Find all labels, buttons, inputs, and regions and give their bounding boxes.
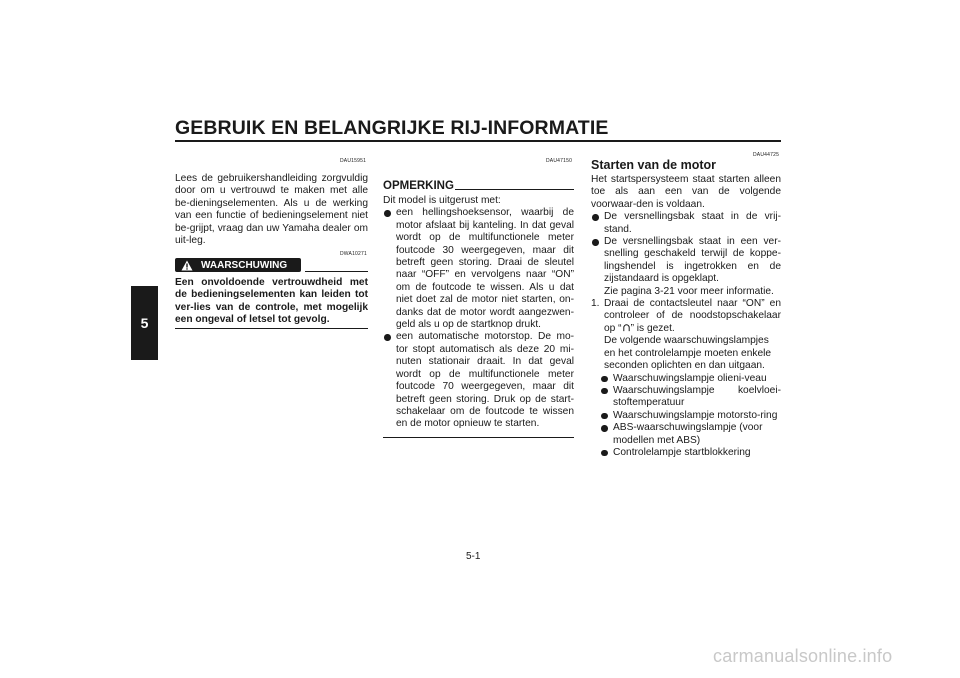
chapter-tab: 5	[131, 286, 158, 360]
bullet-dot-icon	[601, 425, 608, 432]
note-heading-rule	[455, 189, 574, 190]
page-title: GEBRUIK EN BELANGRIJKE RIJ-INFORMATIE	[175, 117, 609, 139]
bullet-dot-icon	[601, 450, 608, 457]
page-number: 5-1	[466, 551, 481, 562]
condition-bullet	[591, 236, 781, 298]
step-text: Draai de contactsleutel naar “ON” en controleer of de noodstopschakelaar op “	[604, 298, 781, 334]
start-section-body	[591, 174, 781, 459]
condition-text: De versnellingsbak staat in een ver-snelling geschakeld terwijl de koppe-lingshendel is ingetrokken en de zijstandaard is opgeklapt.	[604, 236, 781, 285]
start-intro: Het startspersysteem staat starten alleen toe als aan een van de volgende voorwaar-den is voldaan.	[591, 174, 781, 210]
watermark[interactable]: carmanualsonline.info	[713, 646, 893, 666]
note-bullet-text: een automatische motorstop. De mo-tor stopt automatisch als deze 20 mi-nuten stationair draait. In dat geval wordt op de multifunctionele meter foutcode 70 weergegeven, maar dit betreft geen storing. Druk op de start-schakelaar om de foutcode te wissen en de motor opnieuw te starten.	[396, 331, 574, 430]
bullet-dot-icon	[384, 210, 391, 217]
lamp-item	[591, 410, 781, 422]
warning-rule	[305, 271, 368, 272]
bullet-dot-icon	[601, 388, 608, 395]
note-bottom-rule	[383, 437, 574, 438]
lamp-item	[591, 422, 781, 447]
section-code: DAU15951	[340, 158, 367, 164]
bullet-dot-icon	[601, 376, 608, 383]
note-bullet	[383, 207, 574, 331]
note-code: DAU47150	[546, 158, 573, 164]
note-bullet	[383, 331, 574, 430]
bullet-dot-icon	[601, 413, 608, 420]
warning-label-box	[175, 258, 301, 272]
note-body	[383, 195, 574, 431]
section-title: Starten van de motor	[591, 158, 717, 172]
bullet-dot-icon	[384, 334, 391, 341]
warning-text: Een onvoldoende vertrouwdheid met de bedieningselementen kan leiden tot ver-lies van de controle, met mogelijk een ongeval of letsel tot gevolg.	[175, 277, 368, 326]
condition-bullet	[591, 211, 781, 236]
bullet-dot-icon	[592, 239, 599, 246]
lamp-text: Waarschuwingslampje olieni-veau	[613, 372, 767, 384]
step-number: 1.	[591, 298, 600, 310]
bullet-dot-icon	[592, 214, 599, 221]
note-bullet-text: een hellingshoeksensor, waarbij de motor afslaat bij kanteling. In dat geval wordt op de multifunctionele meter foutcode 30 weergegeven, maar dit betreft geen storing. Draai de sleutel naar “OFF” en vervolgens naar “ON” om de foutcode te wissen. Als u dat niet doet zal de motor niet starten, on-danks dat de motor wordt aangezwen-geld als u op de startknop drukt.	[396, 207, 574, 331]
page-reference-note: Zie pagina 3-21 voor meer informatie.	[604, 285, 774, 297]
intro-text: Lees de gebruikershandleiding zorgvuldig door om u vertrouwd te maken met alle be-dieningselementen. Als u de werking van een functie of bedieningselement niet be-grijpt, vraag dan uw Yamaha dealer om uit-leg.	[175, 173, 368, 247]
lamp-text: Waarschuwingslampje motorsto-ring	[613, 409, 778, 421]
lamp-item	[591, 373, 781, 385]
title-rule	[175, 140, 781, 142]
note-intro: Dit model is uitgerust met:	[383, 195, 501, 206]
step-1	[591, 298, 781, 372]
step-text-end: ” is gezet.	[630, 322, 675, 334]
note-heading: OPMERKING	[383, 180, 454, 192]
engine-run-symbol-icon	[622, 323, 631, 332]
lamp-item	[591, 447, 781, 459]
lamp-item	[591, 385, 781, 410]
warning-label: WAARSCHUWING	[201, 259, 288, 271]
lamp-text: Waarschuwingslampje koelvloei-stoftemperatuur	[613, 384, 781, 409]
lamp-text: ABS-waarschuwingslampje (voor modellen met ABS)	[613, 422, 763, 446]
start-section-code: DAU44725	[753, 152, 780, 158]
step-explanation: De volgende waarschuwingslampjes en het controlelampje moeten enkele seconden oplichten en dan uitgaan.	[604, 335, 772, 372]
warning-bottom-rule	[175, 328, 368, 329]
intro-paragraph	[175, 173, 368, 247]
warning-code: DWA10271	[340, 251, 367, 257]
warning-triangle-icon	[181, 260, 193, 271]
lamp-text: Controlelampje startblokkering	[613, 446, 751, 458]
condition-text: De versnellingsbak staat in de vrij-stand.	[604, 211, 781, 235]
